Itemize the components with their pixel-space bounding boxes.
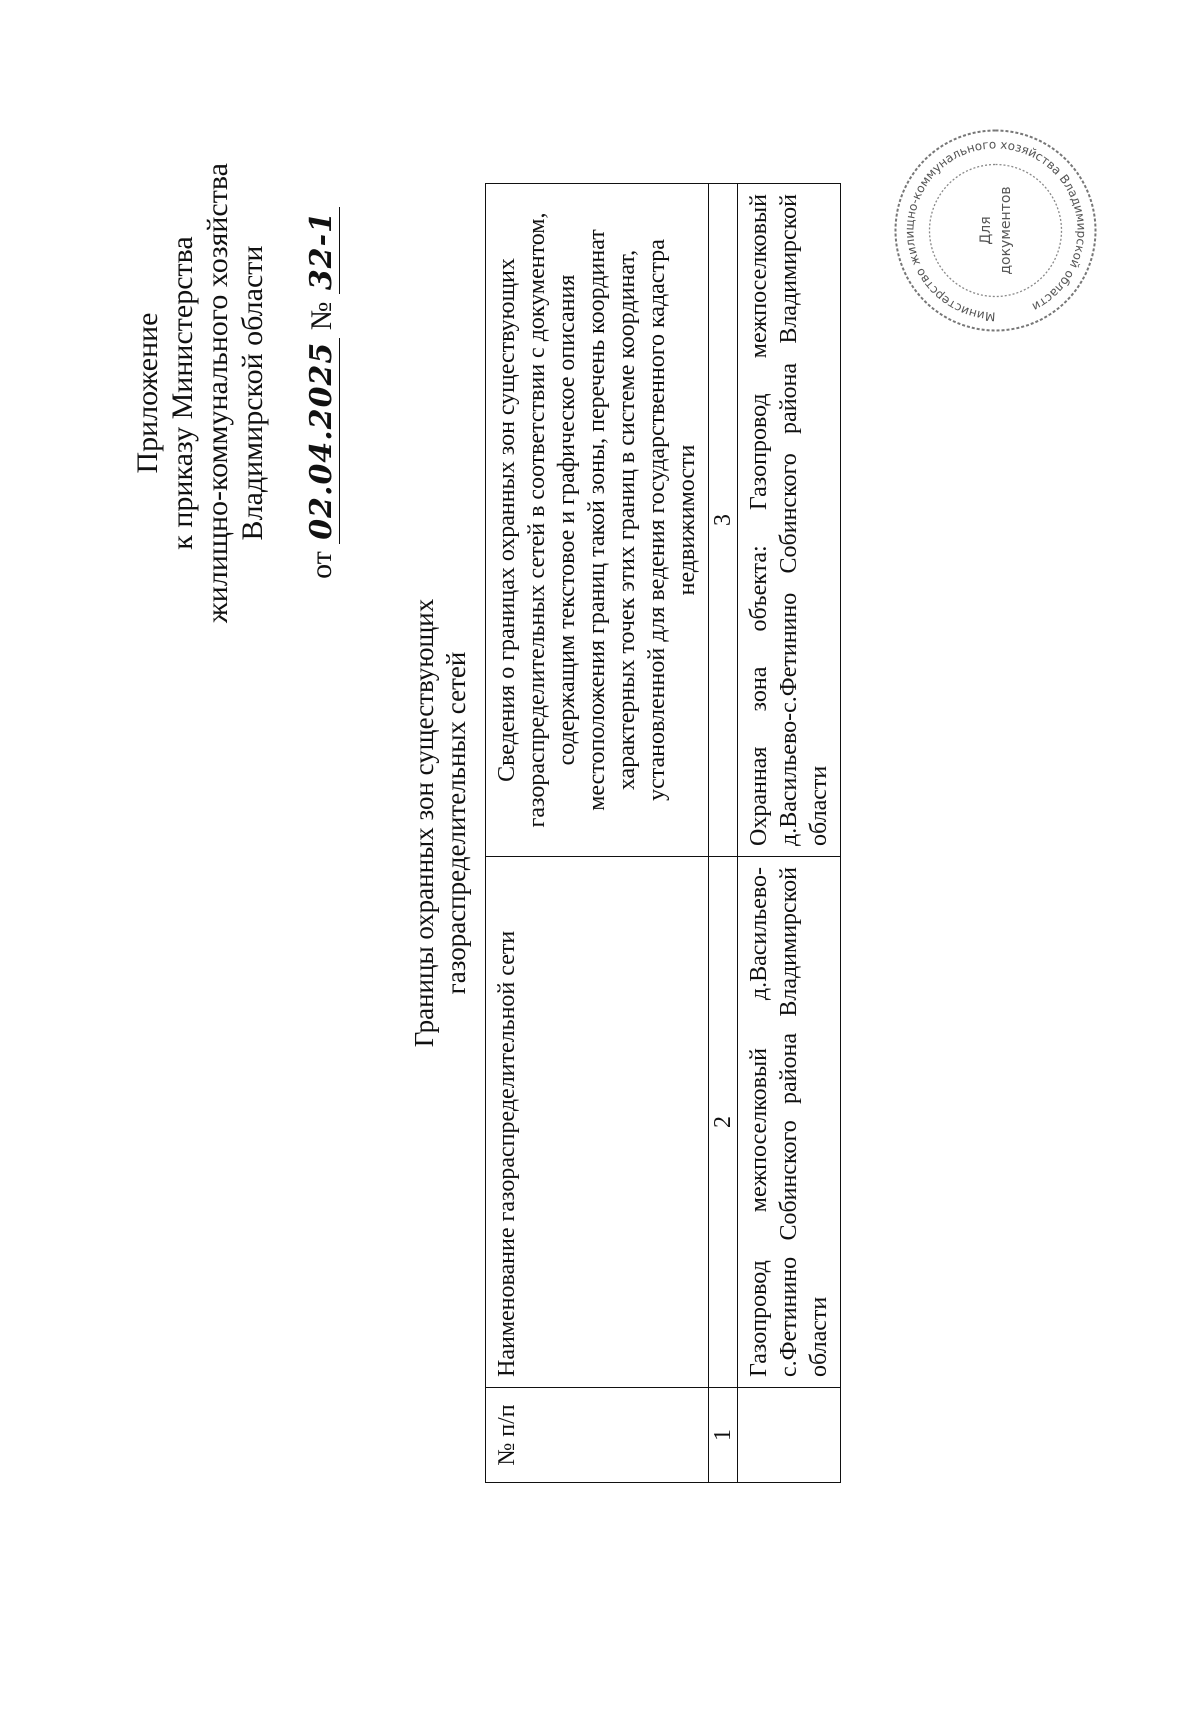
- order-number: 32-1: [304, 207, 340, 294]
- column-number: 3: [709, 184, 738, 857]
- title-line-1: Границы охранных зон существующих: [409, 598, 439, 1048]
- order-date: 02.04.2025: [304, 338, 340, 544]
- header-zone-info: Сведения о границах охранных зон существующих газораспределительных сетей в соответствии с документом, содержащим текстовое и графическое описания местоположения границ такой зоны, перечень координат характерных точек этих границ в системе координат, установленной для ведения государственного кадастра недвижимости: [486, 184, 709, 857]
- document-title: [408, 473, 472, 1173]
- row-network-name: Газопровод межпоселковый д.Васильево-с.Фетинино Собинского района Владимирской области: [738, 857, 841, 1388]
- column-number-row: [709, 184, 738, 1483]
- table-header-row: [486, 184, 709, 1483]
- column-number: 2: [709, 857, 738, 1388]
- appendix-label: Приложение: [131, 312, 164, 474]
- ministry-name: жилищно-коммунального хозяйства: [201, 163, 234, 623]
- header-network-name: Наименование газораспределительной сети: [486, 857, 709, 1388]
- title-line-2: газораспределительных сетей: [441, 651, 471, 995]
- stamp-ring-text: Министерство жилищно-коммунального хозяйства Владимирской области: [902, 137, 1089, 324]
- header-number: № п/п: [486, 1388, 709, 1483]
- region-name: Владимирской области: [236, 245, 269, 541]
- official-stamp: [888, 123, 1103, 338]
- column-number: 1: [709, 1388, 738, 1483]
- table-row: [738, 184, 841, 1483]
- order-reference: к приказу Министерства: [166, 236, 199, 550]
- row-zone-info: Охранная зона объекта: Газопровод межпоселковый д.Васильево-с.Фетинино Собинского района Владимирской области: [738, 184, 841, 857]
- date-prefix: от: [305, 551, 338, 579]
- protection-zones-table: [485, 183, 841, 1483]
- stamp-center-line-2: документов: [998, 186, 1014, 275]
- appendix-header: [130, 113, 340, 673]
- stamp-center-line-1: Для: [978, 216, 994, 245]
- order-date-line: [304, 113, 340, 673]
- number-prefix: №: [305, 301, 338, 331]
- row-number: [738, 1388, 841, 1483]
